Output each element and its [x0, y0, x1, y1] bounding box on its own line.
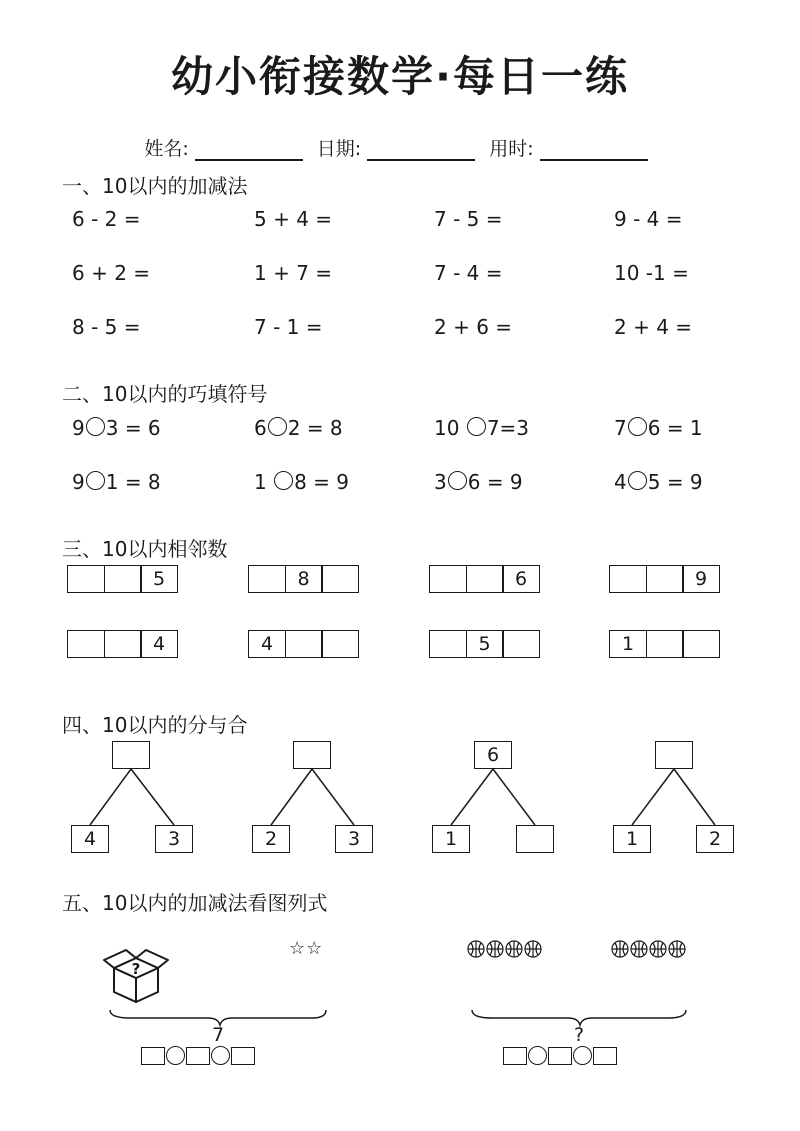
answer-box[interactable] — [503, 1047, 527, 1065]
equation: 8 - 5 = — [72, 315, 141, 339]
answer-box[interactable] — [548, 1047, 572, 1065]
basketball-icon — [506, 941, 522, 957]
total-label: ? — [574, 1024, 585, 1046]
operand: 7=3 — [486, 416, 530, 440]
answer-box[interactable] — [593, 1047, 617, 1065]
number-cell[interactable]: 5 — [140, 565, 178, 593]
tree-left-box[interactable]: 2 — [252, 825, 290, 853]
basketball-icon — [631, 941, 647, 957]
number-cell[interactable]: 1 — [609, 630, 647, 658]
number-cell[interactable]: 6 — [502, 565, 540, 593]
equation: 7 - 1 = — [254, 315, 323, 339]
operand: 3 — [434, 470, 447, 494]
operand: 5 = 9 — [647, 470, 703, 494]
equation: 1 + 7 = — [254, 261, 333, 285]
tree-left-box[interactable]: 1 — [613, 825, 651, 853]
total-label: 7 — [212, 1024, 225, 1046]
box-question-mark: ? — [131, 960, 141, 978]
tree-top-box[interactable]: 6 — [474, 741, 512, 769]
operand: 6 = 9 — [467, 470, 523, 494]
equation: 10 -1 = — [614, 261, 689, 285]
basketball-icon — [669, 941, 685, 957]
basketball-icon — [612, 941, 628, 957]
section-2-title: 二、10以内的巧填符号 — [62, 382, 268, 406]
equation: 7 - 5 = — [434, 207, 503, 231]
tree-left-box[interactable]: 4 — [71, 825, 109, 853]
equation: 2 + 4 = — [614, 315, 693, 339]
name-label: 姓名: — [144, 138, 189, 160]
basketball-icon — [650, 941, 666, 957]
number-cell[interactable]: 8 — [285, 565, 323, 593]
tree-right-box[interactable]: 2 — [696, 825, 734, 853]
answer-formula — [503, 1046, 617, 1065]
equation: 7 - 4 = — [434, 261, 503, 285]
operand: 6 = 1 — [647, 416, 703, 440]
operand: 3 = 6 — [105, 416, 161, 440]
operand: 9 — [72, 416, 85, 440]
equation: 6 + 2 = — [72, 261, 151, 285]
basketball-icon — [487, 941, 503, 957]
operand: 7 — [614, 416, 627, 440]
operand: 10 — [434, 416, 466, 440]
time-label: 用时: — [489, 138, 534, 160]
tree-right-box[interactable]: 3 — [335, 825, 373, 853]
date-label: 日期: — [316, 138, 362, 160]
number-cell[interactable]: 5 — [466, 630, 504, 658]
tree-right-box[interactable]: 3 — [155, 825, 193, 853]
number-cell[interactable]: 9 — [682, 565, 720, 593]
operand: 1 = 8 — [105, 470, 161, 494]
equation: 2 + 6 = — [434, 315, 513, 339]
operand: 2 = 8 — [287, 416, 343, 440]
equation: 6 - 2 = — [72, 207, 141, 231]
answer-circle[interactable] — [528, 1046, 547, 1065]
star-icon: ☆☆ — [289, 938, 324, 959]
number-cell[interactable]: 4 — [140, 630, 178, 658]
section-5-title: 五、10以内的加减法看图列式 — [62, 891, 328, 915]
section-1-title: 一、10以内的加减法 — [62, 174, 248, 198]
section-3-title: 三、10以内相邻数 — [62, 537, 228, 561]
operand: 8 = 9 — [294, 470, 350, 494]
number-cell[interactable]: 4 — [248, 630, 286, 658]
answer-circle[interactable] — [573, 1046, 592, 1065]
operand: 6 — [254, 416, 267, 440]
basketball-icon — [525, 941, 541, 957]
operand: 1 — [254, 470, 274, 494]
basketball-icon — [468, 941, 484, 957]
page-title: 幼小衔接数学·每日一练 — [171, 52, 629, 101]
tree-left-box[interactable]: 1 — [432, 825, 470, 853]
equation: 9 - 4 = — [614, 207, 683, 231]
section-4-title: 四、10以内的分与合 — [62, 713, 248, 737]
equation: 5 + 4 = — [254, 207, 333, 231]
operand: 4 — [614, 470, 627, 494]
operand: 9 — [72, 470, 85, 494]
